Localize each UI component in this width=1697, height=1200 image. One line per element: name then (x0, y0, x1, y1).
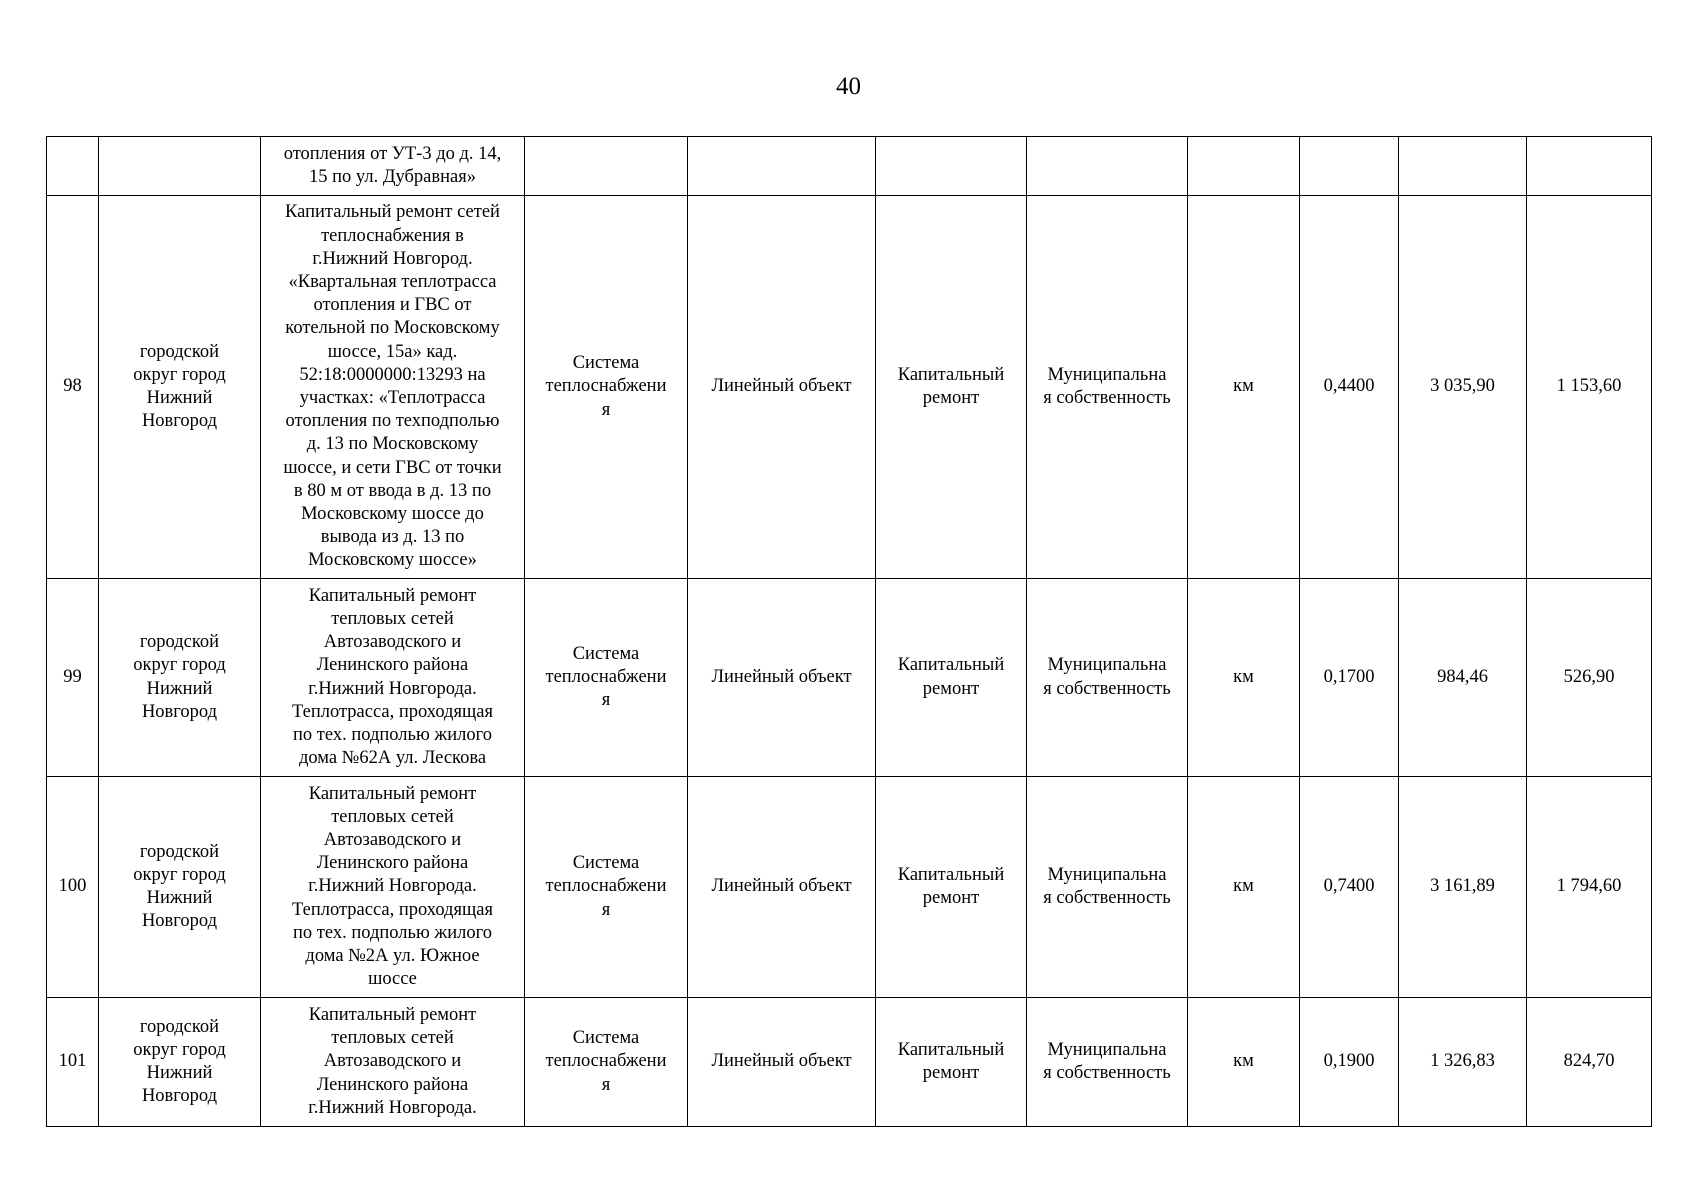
cell-municipality: городской округ город Нижний Новгород (99, 579, 261, 777)
cell-unit: км (1188, 998, 1300, 1127)
cell-value-1: 984,46 (1399, 579, 1527, 777)
cell-work-type (876, 137, 1027, 196)
object-register-table (46, 136, 1652, 1127)
cell-num: 98 (47, 196, 99, 579)
cell-description: Капитальный ремонт тепловых сетей Автозаводского и Ленинского района г.Нижний Новгорода. Теплотрасса, проходящая по тех. подполью жилого дома №2А ул. Южное шоссе (261, 777, 525, 998)
cell-municipality (99, 137, 261, 196)
cell-unit: км (1188, 196, 1300, 579)
cell-work-type: Капитальный ремонт (876, 998, 1027, 1127)
cell-object-type (688, 137, 876, 196)
cell-description: Капитальный ремонт сетей теплоснабжения в г.Нижний Новгород. «Квартальная теплотрасса отопления и ГВС от котельной по Московскому шоссе, 15а» кад. 52:18:0000000:13293 на участках: «Теплотрасса отопления по техподполью д. 13 по Московскому шоссе, и сети ГВС от точки в 80 м от ввода в д. 13 по Московскому шоссе до вывода из д. 13 по Московскому шоссе» (261, 196, 525, 579)
table-row (47, 777, 1652, 998)
cell-object-type: Линейный объект (688, 196, 876, 579)
table-row (47, 196, 1652, 579)
cell-description: Капитальный ремонт тепловых сетей Автозаводского и Ленинского района г.Нижний Новгорода. (261, 998, 525, 1127)
cell-municipality: городской округ город Нижний Новгород (99, 998, 261, 1127)
cell-system: Система теплоснабжени я (525, 777, 688, 998)
cell-quantity: 0,1900 (1300, 998, 1399, 1127)
cell-unit: км (1188, 579, 1300, 777)
cell-ownership: Муниципальна я собственность (1027, 777, 1188, 998)
cell-unit (1188, 137, 1300, 196)
cell-value-2: 1 794,60 (1527, 777, 1652, 998)
cell-description: отопления от УТ-3 до д. 14, 15 по ул. Дубравная» (261, 137, 525, 196)
cell-ownership: Муниципальна я собственность (1027, 196, 1188, 579)
cell-num: 101 (47, 998, 99, 1127)
cell-quantity: 0,4400 (1300, 196, 1399, 579)
cell-value-2: 526,90 (1527, 579, 1652, 777)
cell-ownership (1027, 137, 1188, 196)
cell-system: Система теплоснабжени я (525, 998, 688, 1127)
cell-unit: км (1188, 777, 1300, 998)
cell-value-2 (1527, 137, 1652, 196)
cell-num: 99 (47, 579, 99, 777)
cell-system: Система теплоснабжени я (525, 196, 688, 579)
cell-quantity: 0,7400 (1300, 777, 1399, 998)
cell-value-1: 3 035,90 (1399, 196, 1527, 579)
cell-value-1: 1 326,83 (1399, 998, 1527, 1127)
cell-object-type: Линейный объект (688, 579, 876, 777)
table-row-continuation (47, 137, 1652, 196)
cell-value-2: 824,70 (1527, 998, 1652, 1127)
cell-ownership: Муниципальна я собственность (1027, 579, 1188, 777)
cell-value-2: 1 153,60 (1527, 196, 1652, 579)
cell-system: Система теплоснабжени я (525, 579, 688, 777)
cell-ownership: Муниципальна я собственность (1027, 998, 1188, 1127)
table-row (47, 579, 1652, 777)
cell-work-type: Капитальный ремонт (876, 579, 1027, 777)
cell-system (525, 137, 688, 196)
cell-quantity (1300, 137, 1399, 196)
cell-object-type: Линейный объект (688, 777, 876, 998)
cell-num: 100 (47, 777, 99, 998)
cell-work-type: Капитальный ремонт (876, 777, 1027, 998)
cell-work-type: Капитальный ремонт (876, 196, 1027, 579)
cell-description: Капитальный ремонт тепловых сетей Автозаводского и Ленинского района г.Нижний Новгорода. Теплотрасса, проходящая по тех. подполью жилого дома №62А ул. Лескова (261, 579, 525, 777)
cell-value-1 (1399, 137, 1527, 196)
table-row (47, 998, 1652, 1127)
page-number: 40 (836, 73, 861, 100)
cell-value-1: 3 161,89 (1399, 777, 1527, 998)
cell-object-type: Линейный объект (688, 998, 876, 1127)
cell-quantity: 0,1700 (1300, 579, 1399, 777)
cell-num (47, 137, 99, 196)
cell-municipality: городской округ город Нижний Новгород (99, 196, 261, 579)
cell-municipality: городской округ город Нижний Новгород (99, 777, 261, 998)
